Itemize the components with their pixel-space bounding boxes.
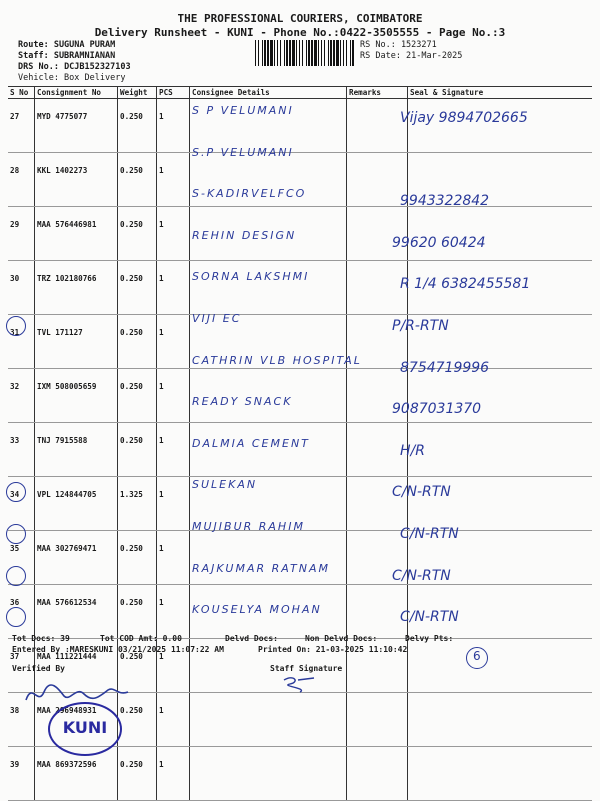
remarks-cell xyxy=(347,423,408,477)
seal-cell xyxy=(408,747,593,801)
sno-cell: 27 xyxy=(8,99,35,153)
handwritten-consignee: SORNA LAKSHMI xyxy=(192,270,310,284)
weight-cell: 0.250 xyxy=(118,531,157,585)
rs-date: RS Date: 21-Mar-2025 xyxy=(360,51,463,61)
handwritten-consignee: VIJI EC xyxy=(192,312,242,325)
consignee-cell xyxy=(190,747,347,801)
column-header-pcs: PCS xyxy=(157,87,190,99)
sno-cell: 37 xyxy=(8,639,35,693)
barcode-icon xyxy=(255,40,355,66)
consignment-cell: TRZ 102180766 xyxy=(35,261,118,315)
consignment-cell: MAA 576446981 xyxy=(35,207,118,261)
pcs-cell: 1 xyxy=(157,423,190,477)
handwritten-seal: Vijay 9894702665 xyxy=(400,110,528,126)
handwritten-seal: C/N-RTN xyxy=(400,526,459,542)
handwritten-seal: 9943322842 xyxy=(400,193,490,210)
pcs-cell: 1 xyxy=(157,585,190,639)
sno-cell: 33 xyxy=(8,423,35,477)
consignee-cell xyxy=(190,693,347,747)
runsheet-subtitle: Delivery Runsheet - KUNI - Phone No.:0422-3505555 - Page No.:3 xyxy=(94,26,506,39)
handwritten-seal: C/N-RTN xyxy=(392,567,451,584)
runsheet-title: THE PROFESSIONAL COURIERS, COIMBATORE xyxy=(177,12,423,25)
remarks-cell xyxy=(347,153,408,207)
handwritten-seal: C/N-RTN xyxy=(400,609,459,626)
weight-cell: 0.250 xyxy=(118,315,157,369)
handwritten-consignee: S.P VELUMANI xyxy=(192,145,294,159)
handwritten-seal: R 1/4 6382455581 xyxy=(400,276,531,293)
table-row xyxy=(8,531,592,585)
weight-cell: 0.250 xyxy=(118,207,157,261)
sno-cell: 28 xyxy=(8,153,35,207)
verified-by-label: Verified By xyxy=(12,664,65,673)
staff-signature-label: Staff Signature xyxy=(270,664,343,673)
pcs-cell: 1 xyxy=(157,315,190,369)
consignee-cell xyxy=(190,261,347,315)
remarks-cell xyxy=(347,207,408,261)
staff-label: Staff: SUBRAMNIANAN xyxy=(18,51,116,61)
seal-cell xyxy=(408,639,593,693)
consignment-cell: MAA 576612534 xyxy=(35,585,118,639)
remarks-cell xyxy=(347,99,408,153)
page-mark-circle xyxy=(466,647,488,669)
drs-number xyxy=(18,62,131,72)
consignment-cell: TNJ 7915588 xyxy=(35,423,118,477)
weight-cell: 0.250 xyxy=(118,693,157,747)
column-header-consignment: Consignment No xyxy=(35,87,118,99)
weight-cell: 0.250 xyxy=(118,585,157,639)
kuni-stamp xyxy=(48,702,122,756)
remarks-cell xyxy=(347,585,408,639)
handwritten-consignee: CATHRIN VLB HOSPITAL xyxy=(192,353,362,367)
handwritten-consignee: SULEKAN xyxy=(192,478,258,492)
weight-cell: 0.250 xyxy=(118,261,157,315)
pcs-cell: 1 xyxy=(157,477,190,531)
row-circle-mark xyxy=(6,524,26,544)
sno-cell: 34 xyxy=(8,477,35,531)
handwritten-consignee: DALMIA CEMENT xyxy=(192,436,310,450)
pcs-cell: 1 xyxy=(157,99,190,153)
handwritten-seal: 9087031370 xyxy=(392,401,482,418)
pcs-cell: 1 xyxy=(157,369,190,423)
sno-cell: 30 xyxy=(8,261,35,315)
column-header-consignee: Consignee Details xyxy=(190,87,347,99)
route-label: Route: SUGUNA PURAM xyxy=(18,40,116,50)
sno-cell: 29 xyxy=(8,207,35,261)
consignment-cell: MAA 296948931 xyxy=(35,693,118,747)
page-mark: 6 xyxy=(473,649,481,663)
consignee-cell xyxy=(190,531,347,585)
sno-cell: 38 xyxy=(8,693,35,747)
seal-cell xyxy=(408,207,593,261)
handwritten-seal: C/N-RTN xyxy=(392,484,451,501)
table-header-row xyxy=(8,87,592,99)
seal-cell xyxy=(408,423,593,477)
handwritten-seal: P/R-RTN xyxy=(392,318,449,334)
rs-number: RS No.: 1523271 xyxy=(360,40,437,50)
handwritten-consignee: S P VELUMANI xyxy=(192,104,294,117)
vehicle-label: Vehicle: Box Delivery xyxy=(18,73,126,83)
drs-label: DRS No.: xyxy=(18,62,65,72)
weight-cell: 0.250 xyxy=(118,153,157,207)
column-header-sno: S No xyxy=(8,87,35,99)
handwritten-seal: 8754719996 xyxy=(400,359,490,376)
delivered-docs: Delvd Docs: xyxy=(225,634,278,643)
drs-value: DCJB152327103 xyxy=(64,62,131,72)
consignment-cell: KKL 1402273 xyxy=(35,153,118,207)
pcs-cell: 1 xyxy=(157,261,190,315)
row-circle-mark xyxy=(6,566,26,586)
weight-cell: 0.250 xyxy=(118,423,157,477)
pcs-cell: 1 xyxy=(157,693,190,747)
weight-cell: 1.325 xyxy=(118,477,157,531)
remarks-cell xyxy=(347,747,408,801)
delivery-points: Delvy Pts: xyxy=(405,634,454,643)
column-header-weight: Weight xyxy=(118,87,157,99)
consignment-cell: IXM 508005659 xyxy=(35,369,118,423)
handwritten-seal: 99620 60424 xyxy=(392,234,486,251)
handwritten-consignee: S-KADIRVELFCO xyxy=(192,187,307,201)
entered-by: Entered By :MARESKUNI 03/21/2025 11:07:22 AM xyxy=(12,645,224,654)
staff-signature-icon xyxy=(280,672,320,696)
sno-cell: 39 xyxy=(8,747,35,801)
consignment-cell: MAA 302769471 xyxy=(35,531,118,585)
seal-cell xyxy=(408,693,593,747)
sno-cell: 35 xyxy=(8,531,35,585)
column-header-seal: Seal & Signature xyxy=(408,87,593,99)
consignment-cell: MYD 4775077 xyxy=(35,99,118,153)
handwritten-consignee: READY SNACK xyxy=(192,395,293,409)
handwritten-consignee: MUJIBUR RAHIM xyxy=(192,520,305,533)
weight-cell: 0.250 xyxy=(118,747,157,801)
pcs-cell: 1 xyxy=(157,153,190,207)
consignment-cell: VPL 124844705 xyxy=(35,477,118,531)
weight-cell: 0.250 xyxy=(118,99,157,153)
sno-cell: 36 xyxy=(8,585,35,639)
pcs-cell: 1 xyxy=(157,747,190,801)
consignment-cell: TVL 171127 xyxy=(35,315,118,369)
table-row xyxy=(8,369,592,423)
sno-cell: 32 xyxy=(8,369,35,423)
handwritten-consignee: RAJKUMAR RATNAM xyxy=(192,561,330,575)
column-header-remarks: Remarks xyxy=(347,87,408,99)
pcs-cell: 1 xyxy=(157,639,190,693)
handwritten-consignee: KOUSELYA MOHAN xyxy=(192,603,322,617)
weight-cell: 0.250 xyxy=(118,369,157,423)
stamp-text: KUNI xyxy=(62,718,108,737)
non-delivered-docs: Non Delvd Docs: xyxy=(305,634,378,643)
pcs-cell: 1 xyxy=(157,531,190,585)
consignment-cell: MAA 111221444 xyxy=(35,639,118,693)
pcs-cell: 1 xyxy=(157,207,190,261)
table-row xyxy=(8,207,592,261)
sno-cell: 31 xyxy=(8,315,35,369)
printed-on: Printed On: 21-03-2025 11:10:42 xyxy=(258,645,408,654)
consignment-cell: MAA 869372596 xyxy=(35,747,118,801)
handwritten-seal: H/R xyxy=(400,442,425,459)
total-cod: Tot COD Amt: 0.00 xyxy=(100,634,182,643)
row-circle-mark xyxy=(6,316,26,336)
weight-cell: 0.250 xyxy=(118,639,157,693)
handwritten-consignee: REHIN DESIGN xyxy=(192,228,297,242)
total-docs: Tot Docs: 39 xyxy=(12,634,70,643)
remarks-cell xyxy=(347,261,408,315)
remarks-cell xyxy=(347,693,408,747)
